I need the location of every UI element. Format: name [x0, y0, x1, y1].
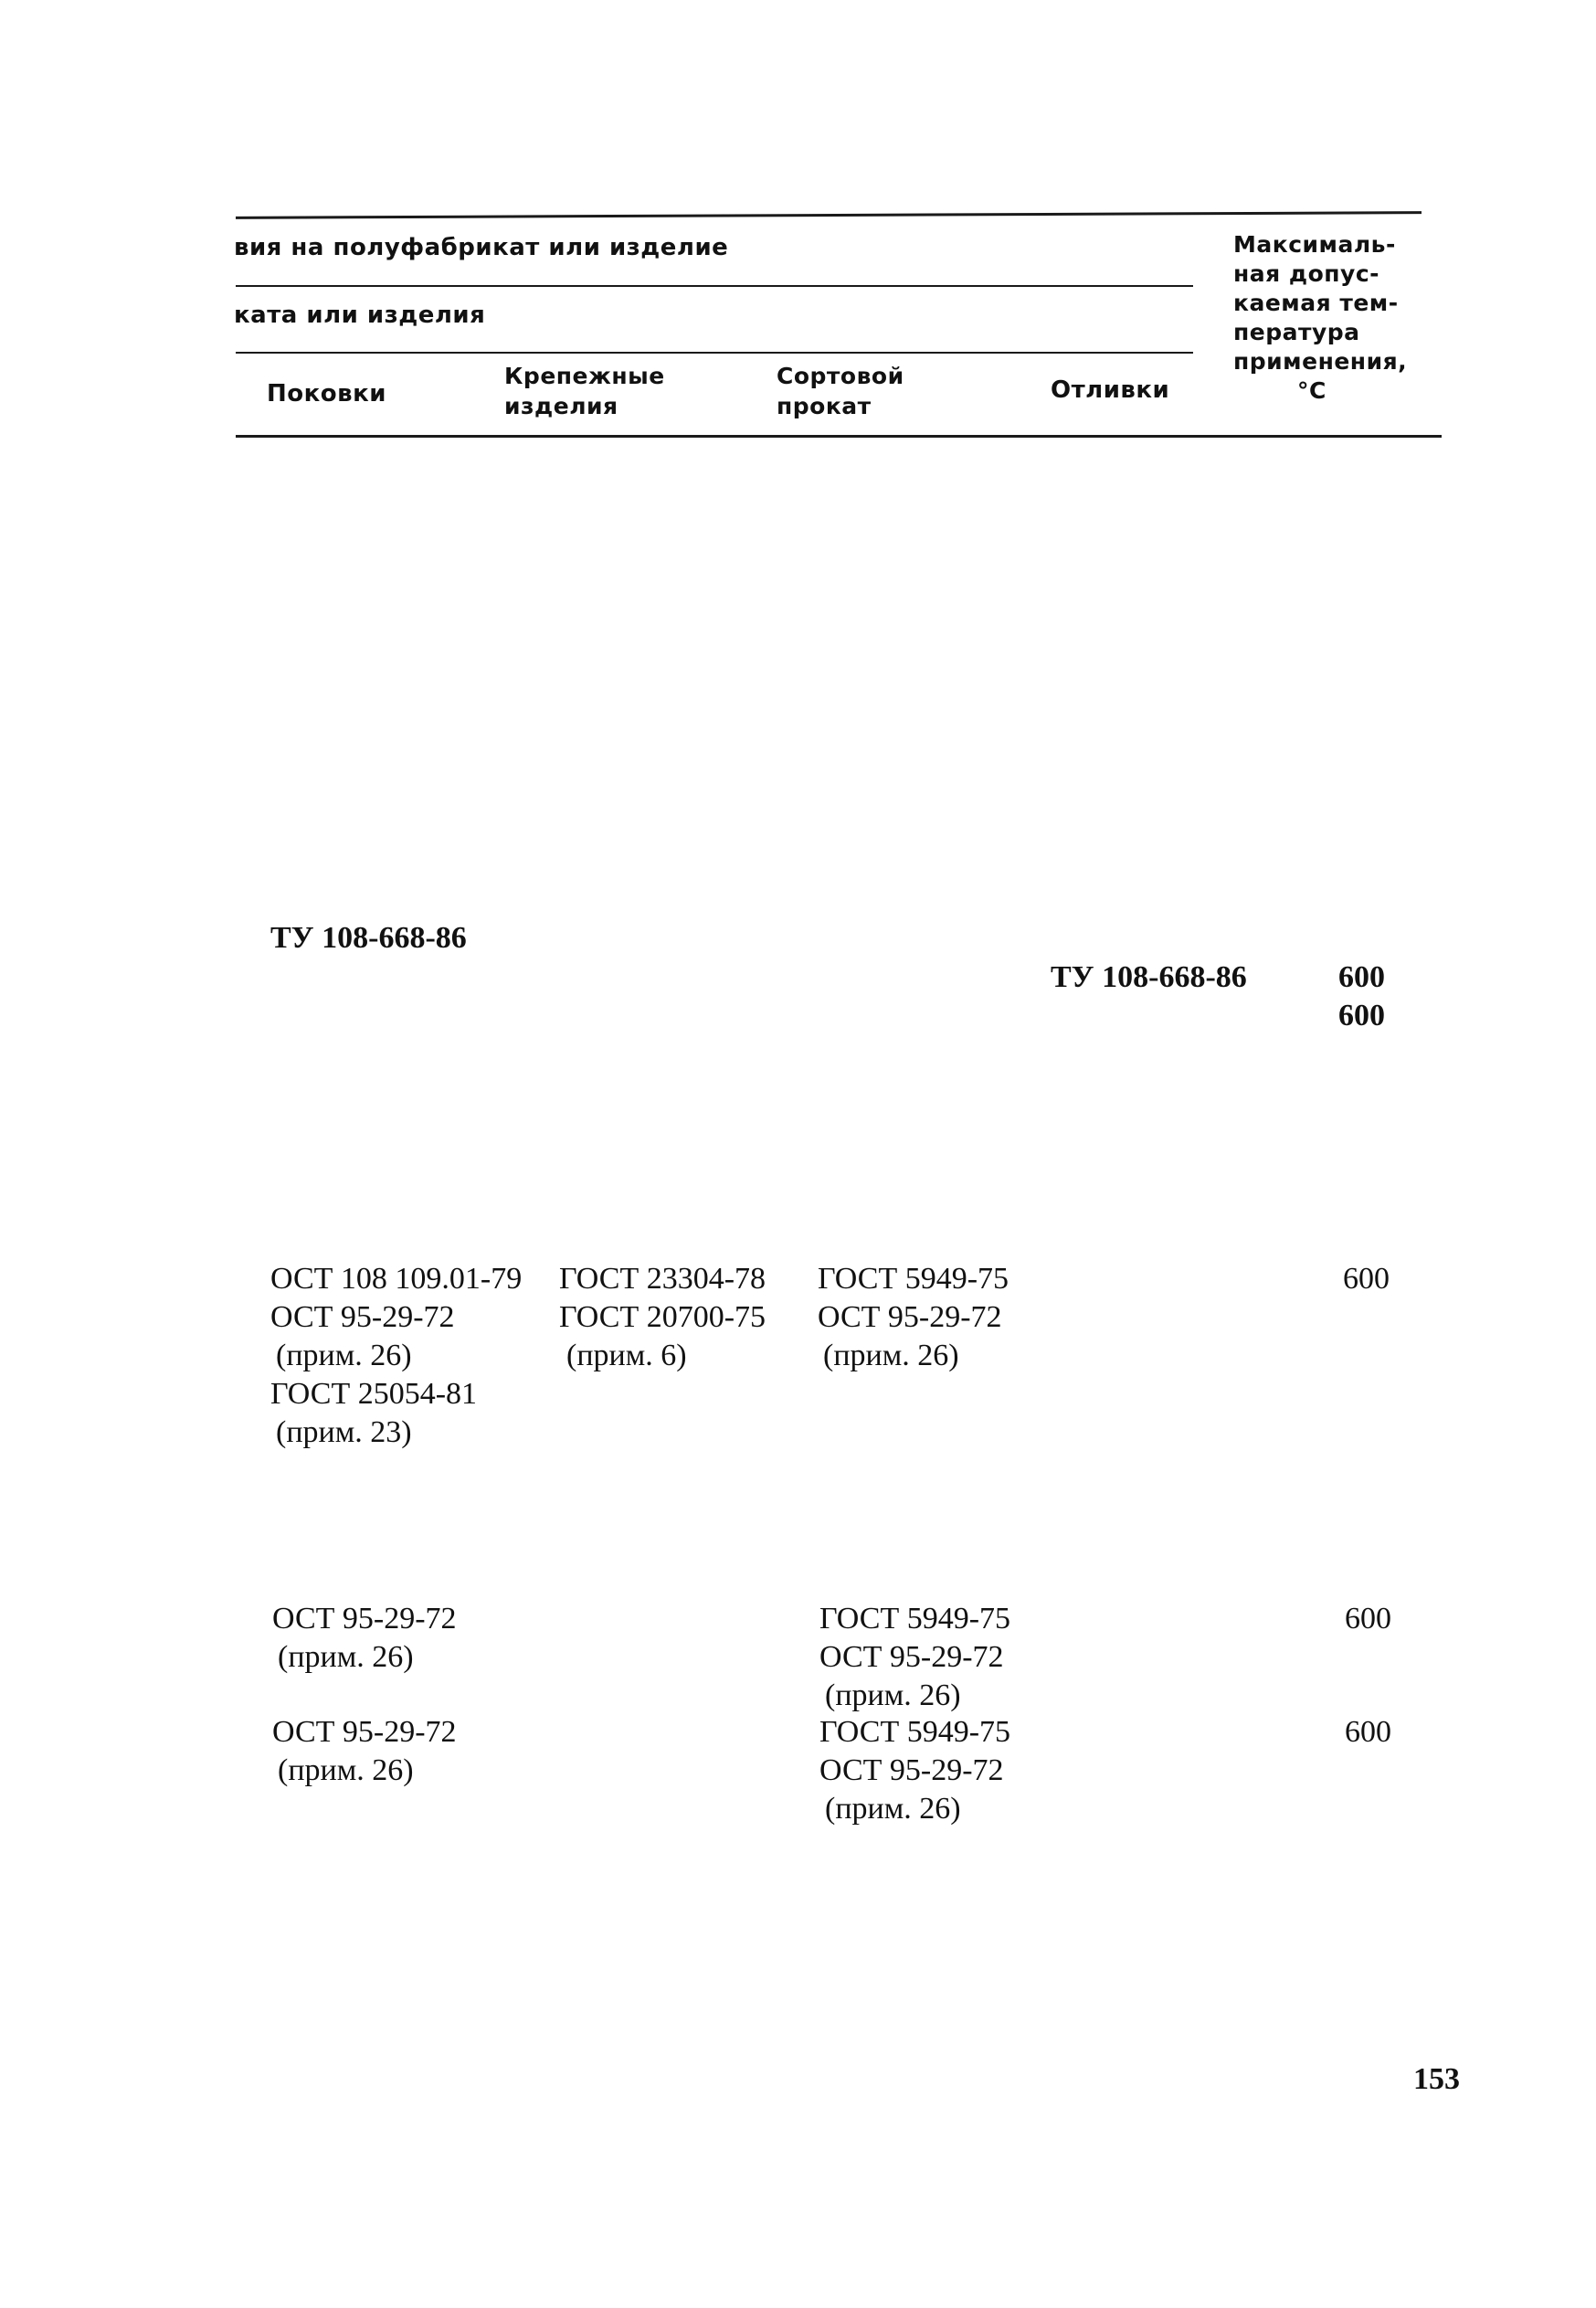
- header-top-rule: [236, 211, 1422, 219]
- row2-rolled: ГОСТ 5949-75 ОСТ 95-29-72 (прим. 26): [818, 1262, 1009, 1372]
- column-header-castings: Отливки: [1051, 376, 1170, 404]
- row4-forgings: ОСТ 95-29-72 (прим. 26): [272, 1715, 457, 1787]
- row2-forgings: ОСТ 108 109.01-79 ОСТ 95-29-72 (прим. 26) ГОСТ 25054-81 (прим. 23): [270, 1262, 523, 1449]
- row3-temp: 600: [1345, 1602, 1391, 1636]
- column-header-forgings: Поковки: [267, 380, 386, 408]
- header-group-rule-1: [236, 285, 1193, 287]
- row1-temps: 600 600: [1338, 960, 1385, 1032]
- row4-rolled: ГОСТ 5949-75 ОСТ 95-29-72 (прим. 26): [819, 1715, 1011, 1826]
- header-group-title-2: ката или изделия: [234, 302, 486, 329]
- column-header-max-temp: Максималь- ная допус- каемая тем- пература применения, °С: [1233, 231, 1408, 404]
- row1-forgings: ТУ 108-668-86: [270, 921, 467, 955]
- column-header-fasteners: Крепежные изделия: [504, 363, 665, 419]
- header-group-title-1: вия на полуфабрикат или изделие: [234, 234, 729, 261]
- row2-temp: 600: [1343, 1262, 1390, 1296]
- row3-rolled: ГОСТ 5949-75 ОСТ 95-29-72 (прим. 26): [819, 1602, 1011, 1712]
- row2-fasteners: ГОСТ 23304-78 ГОСТ 20700-75 (прим. 6): [559, 1262, 766, 1372]
- column-header-rolled: Сортовой прокат: [777, 363, 904, 419]
- header-group-rule-2: [236, 352, 1193, 354]
- page-number: 153: [1413, 2062, 1460, 2096]
- row1-castings: ТУ 108-668-86: [1051, 960, 1247, 994]
- row4-temp: 600: [1345, 1715, 1391, 1749]
- row3-forgings: ОСТ 95-29-72 (прим. 26): [272, 1602, 457, 1674]
- header-bottom-rule: [236, 435, 1442, 438]
